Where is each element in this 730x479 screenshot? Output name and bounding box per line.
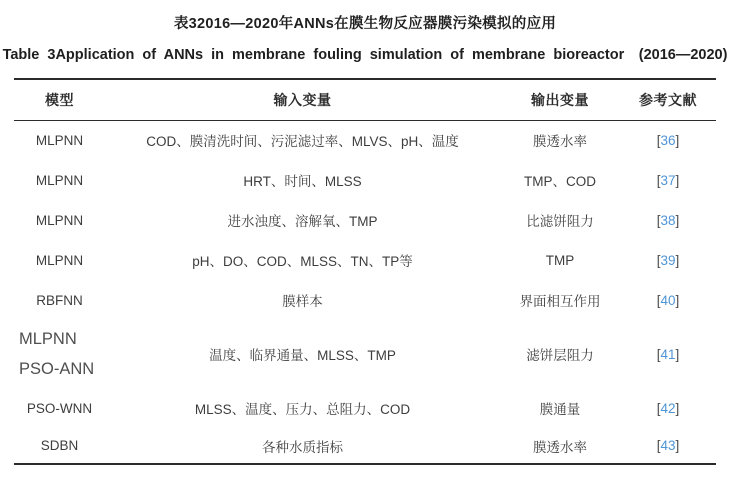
reference-link[interactable]: 41 xyxy=(660,346,676,362)
inputs-cell: 温度、临界通量、MLSS、TMP xyxy=(209,348,396,363)
table-row xyxy=(14,160,716,200)
reference-link[interactable]: 36 xyxy=(660,132,676,148)
model-cell: MLPNN xyxy=(35,212,84,228)
model-cell-two-models xyxy=(14,320,105,388)
reference-link[interactable]: 42 xyxy=(660,400,676,416)
inputs-cell: HRT、时间、MLSS xyxy=(243,174,362,189)
ref-open-bracket: [ xyxy=(656,292,661,308)
reference-cell xyxy=(620,320,716,388)
ref-close-bracket: ] xyxy=(675,132,680,148)
outputs-cell: TMP xyxy=(545,252,575,268)
inputs-cell: 进水浊度、溶解氧、TMP xyxy=(227,214,378,229)
reference-link[interactable]: 38 xyxy=(660,212,676,228)
outputs-cell: 膜透水率 xyxy=(533,439,587,455)
inputs-cell: 各种水质指标 xyxy=(262,439,343,455)
header-row xyxy=(14,79,716,120)
header-model: 模型 xyxy=(45,91,74,108)
header-references: 参考文献 xyxy=(639,91,697,108)
ref-open-bracket: [ xyxy=(656,212,661,228)
model-cell: MLPNN xyxy=(35,172,84,188)
ref-close-bracket: ] xyxy=(675,172,680,188)
ref-open-bracket: [ xyxy=(656,346,661,362)
ref-open-bracket: [ xyxy=(656,172,661,188)
outputs-cell: 滤饼层阻力 xyxy=(526,348,594,363)
reference-link[interactable]: 37 xyxy=(660,172,676,188)
model-cell: MLPNN xyxy=(35,132,84,148)
table-row xyxy=(14,428,716,464)
table-row xyxy=(14,320,716,388)
model-cell: SDBN xyxy=(40,438,79,453)
inputs-cell: 膜样本 xyxy=(282,294,323,309)
ann-mbr-fouling-table xyxy=(14,78,716,465)
ref-open-bracket: [ xyxy=(656,400,661,416)
inputs-cell: COD、膜清洗时间、污泥滤过率、MLVS、pH、温度 xyxy=(146,134,459,150)
inputs-cell: MLSS、温度、压力、总阻力、COD xyxy=(194,402,411,417)
ref-close-bracket: ] xyxy=(675,212,680,228)
outputs-cell: 膜通量 xyxy=(539,402,581,417)
reference-link[interactable]: 39 xyxy=(660,252,676,268)
ref-close-bracket: ] xyxy=(675,346,680,362)
header-output-variables: 输出变量 xyxy=(531,91,589,108)
reference-cell xyxy=(620,280,716,320)
outputs-cell: 膜透水率 xyxy=(533,134,587,150)
outputs-cell: 比滤饼阻力 xyxy=(526,214,594,229)
model-line-1: MLPNN xyxy=(19,330,77,348)
reference-link[interactable]: 43 xyxy=(660,438,676,453)
table-title-chinese: 表32016—2020年ANNs在膜生物反应器膜污染模拟的应用 xyxy=(173,16,557,32)
table-row xyxy=(14,280,716,320)
outputs-cell: TMP、COD xyxy=(524,174,596,189)
ref-close-bracket: ] xyxy=(675,400,680,416)
table-row xyxy=(14,200,716,240)
reference-cell xyxy=(620,160,716,200)
reference-cell xyxy=(620,240,716,280)
table-row xyxy=(14,120,716,160)
outputs-cell: 界面相互作用 xyxy=(519,294,601,309)
table-row xyxy=(14,240,716,280)
ref-close-bracket: ] xyxy=(675,438,680,453)
model-cell: RBFNN xyxy=(36,292,83,308)
ref-close-bracket: ] xyxy=(675,252,680,268)
ref-close-bracket: ] xyxy=(675,292,680,308)
model-line-2: PSO-ANN xyxy=(19,360,95,378)
model-cell: PSO-WNN xyxy=(26,400,93,416)
ref-open-bracket: [ xyxy=(656,438,661,453)
reference-cell xyxy=(620,428,716,464)
ref-open-bracket: [ xyxy=(656,132,661,148)
header-input-variables: 输入变量 xyxy=(273,91,332,108)
model-cell: MLPNN xyxy=(35,252,84,268)
table-row xyxy=(14,388,716,428)
table-title-english: Table 3Application of ANNs in membrane fouling simulation of membrane bioreactor (2016—2020) xyxy=(2,47,728,63)
reference-cell xyxy=(620,388,716,428)
reference-cell xyxy=(620,120,716,160)
inputs-cell: pH、DO、COD、MLSS、TN、TP等 xyxy=(192,254,413,269)
reference-cell xyxy=(620,200,716,240)
ref-open-bracket: [ xyxy=(656,252,661,268)
reference-link[interactable]: 40 xyxy=(660,292,676,308)
